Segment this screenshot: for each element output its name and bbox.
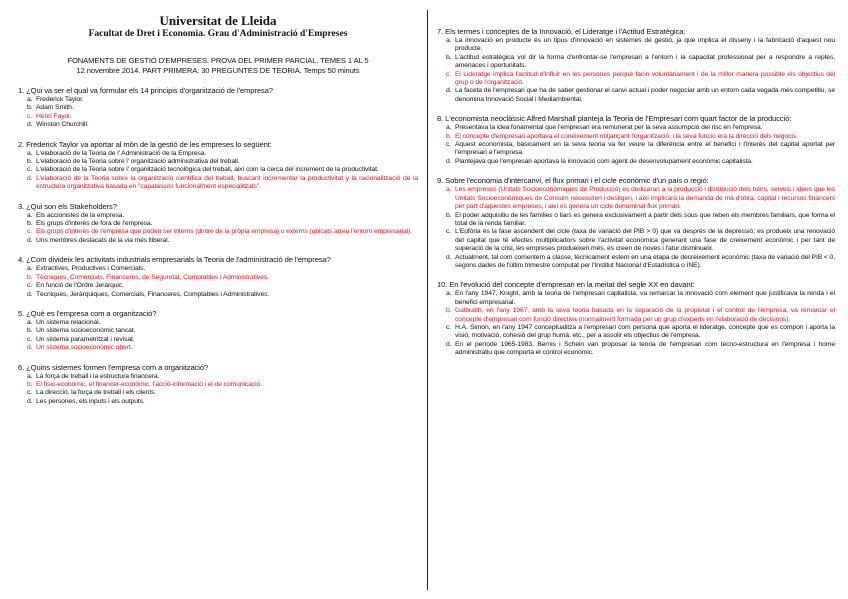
answer-option <box>27 104 418 112</box>
answer-option-correct <box>27 113 418 121</box>
question-block <box>18 140 418 192</box>
university-title: Universitat de Lleida <box>159 13 277 28</box>
question-block <box>18 86 418 130</box>
question-text: 8. L'economista neoclàssic Alfred Marshall planteja la Teoria de l'Empresari com quart factor de la producció: <box>437 114 792 124</box>
option-text: L'elaboració de la Teoria sobre l' organització tecnològica del treball, així com la cerca del increment de la productivitat. <box>36 166 379 174</box>
answer-option-correct <box>446 307 835 324</box>
answer-option-correct <box>27 175 418 192</box>
option-text: La força de treball i la estructura financera. <box>36 372 160 380</box>
option-letter: d. <box>27 236 33 244</box>
option-text: El Lideratge implica l'actitud d'influir en les persones perquè facin voluntàriament i de la millor manera possible els objectius del grup o de l'organització. <box>455 70 835 87</box>
column-divider <box>427 10 428 590</box>
option-text: Uns membres destacats de la via més lliberal. <box>36 236 170 244</box>
option-letter: d. <box>446 253 452 261</box>
option-text: El concepte d'empresari aportava el coneixement mitjançant l'organització, i la seva funció era la direcció dels negocis. <box>455 132 798 140</box>
answer-option <box>27 373 418 381</box>
questions-left <box>18 86 418 406</box>
option-letter: b. <box>446 53 452 61</box>
answer-option-correct <box>27 274 418 282</box>
answer-option <box>27 327 418 335</box>
question-block <box>437 27 835 104</box>
answer-option-correct <box>446 133 835 141</box>
answer-option <box>446 141 835 158</box>
option-letter: d. <box>446 157 452 165</box>
option-letter: a. <box>446 124 452 132</box>
answer-option <box>446 124 835 132</box>
answer-option <box>446 212 835 229</box>
answer-option <box>446 341 835 358</box>
options-list <box>18 373 418 407</box>
answer-option <box>27 389 418 397</box>
option-text: En l'any 1947, Knight, amb la teoria de l'empresari capitalista, va remarcar la innovació com element que justificava la renda i el benefici empresarial. <box>455 290 835 306</box>
question-text: 10. En l'evolució del concepte d'empresari en la meitat del segle XX en davant: <box>437 280 695 290</box>
option-text: Presentava la idea fonamental que l'empresari era remunerat per la seva assumpció del risc en l'empresa. <box>455 124 763 132</box>
option-letter: c. <box>446 323 452 331</box>
answer-option-correct <box>27 381 418 389</box>
question-block <box>18 255 418 299</box>
options-list <box>18 150 418 192</box>
option-text: Aquest economista, bàsicament en la seva teoria va fer veure la diferència entre el benefici i l'interès del capital aportat per l'empresari a l'empresa. <box>455 141 835 157</box>
option-text: Plantejava que l'empresari aportava la innovació com agent de desenvolupament econòmic capitalista. <box>455 157 753 165</box>
option-text: L'actitud estratègica vol dir la forma d'enfrontar-se l'empresari a l'entorn i la capacitat professional per a respondre a reptes, amenaces i oportunitats. <box>455 53 835 70</box>
option-letter: b. <box>446 132 452 140</box>
option-letter: d. <box>27 344 33 352</box>
exam-info-line-1: FONAMENTS DE GESTIÓ D'EMPRESES. PROVA DEL PRIMER PARCIAL. TEMES 1 AL 5 <box>67 56 369 65</box>
option-text: L'Eufòria és la fase ascendent del cicle (taxa de variació del PIB > 0) que va després de la depressió; es produeix una renovació del capital que té efectes multiplicadors sobre l'activitat econòmica generant una fase de creixement econòmic i per tant de superació de la crisi, les empreses produeixen més, es creen de noves i l'atur disminueix. <box>455 228 835 253</box>
answer-option-correct <box>446 71 835 88</box>
option-letter: c. <box>446 70 452 78</box>
answer-option <box>27 282 418 290</box>
option-text: Un sistema parametritzat i revisat. <box>36 335 135 343</box>
answer-option <box>446 254 835 271</box>
option-text: Extractives, Productives i Comercials. <box>36 265 146 273</box>
question-block <box>18 202 418 246</box>
options-list <box>18 212 418 246</box>
answer-option <box>446 37 835 54</box>
option-letter: c. <box>27 335 33 343</box>
option-letter: c. <box>27 166 33 174</box>
option-letter: d. <box>446 340 452 348</box>
option-letter: d. <box>27 174 33 182</box>
option-text: Tècniques, Comercials, Financeres, de Seguretat, Comptables i Administratives. <box>36 273 269 281</box>
answer-option <box>446 290 835 307</box>
question-block <box>18 363 418 407</box>
option-text: H.A. Simon, en l'any 1947 conceptualitza a l'empresari com persona que aporta el lideratge, concepte que es compon i aporta la visió, motivació, cohesió del grup humà, etc., per a assolir els objectius de l'empresa. <box>455 323 835 340</box>
answer-option <box>27 212 418 220</box>
option-text: Els accionistes de la empresa. <box>36 211 125 219</box>
option-letter: b. <box>27 273 33 281</box>
answer-option <box>27 336 418 344</box>
option-text: Els grups d'interès de fora de l'empresa. <box>36 220 153 228</box>
options-list <box>437 290 835 357</box>
option-letter: b. <box>446 307 452 315</box>
option-text: Un sistema socioeconòmic tancat. <box>36 327 136 335</box>
answer-option <box>27 291 418 299</box>
option-letter: b. <box>27 104 33 112</box>
answer-option-correct <box>27 344 418 352</box>
question-text: 7. Els termes i conceptes de la Innovació, el Lideratge i l'Actitud Estratègica: <box>437 27 686 36</box>
option-letter: c. <box>446 141 452 149</box>
option-letter: b. <box>446 211 452 219</box>
option-letter: a. <box>446 37 452 44</box>
questions-right <box>437 27 835 358</box>
answer-option <box>27 158 418 166</box>
option-text: L'elaboració de la Teoria sobre la organització científica del treball, buscant incrementar la productivitat y la racionalització de la estructura organitzativa basada en "capatassos funcionalment especialitzats". <box>36 174 418 191</box>
option-letter: d. <box>27 290 33 298</box>
answer-option <box>446 228 835 253</box>
option-letter: c. <box>27 228 33 236</box>
option-text: La faceta de l'empresari que ha de saber gestionar el canvi actual i poder negociar amb un entorn cada vegada més competitiu, se denomina Innovació Social i Mediambiental. <box>455 87 835 103</box>
option-text: El físic-econòmic, el financer-econòmic, l'acció-informació i el de comunicació. <box>36 380 262 388</box>
answer-option <box>27 265 418 273</box>
question-text: 4. ¿Com divideix les activitats industrials empresarials la Teoria de l'administració de l'empresa? <box>18 255 331 265</box>
exam-info-line-2: 12 novembre 2014. PART PRIMERA: 30 PREGUNTES DE TEORIA. Temps 50 minuts <box>76 66 360 75</box>
option-letter: a. <box>27 318 33 326</box>
right-column <box>437 0 835 358</box>
option-letter: d. <box>27 121 33 129</box>
option-letter: c. <box>27 112 33 120</box>
option-text: Galbraith, en l'any 1967, amb la seva teoria basada en la separació de la propietat i el control de l'empresa, va remarcar el concepte d'empresari com funció directiva (normalment formada per un grup d'experts en l'elaboració de decisions). <box>455 307 835 323</box>
option-text: La innovació en producte és un tipus d'innovació en sistemes de gestió, ja que implica el disseny i la fabricació d'aquest nou producte. <box>455 37 835 53</box>
question-block <box>437 280 835 357</box>
options-list <box>18 319 418 353</box>
option-letter: b. <box>27 380 33 388</box>
answer-option <box>446 324 835 341</box>
option-text: Un sistema relacional. <box>36 318 101 326</box>
option-letter: a. <box>27 265 33 273</box>
option-text: L'elaboració de la Teoria sobre l' organització administrativa del treball. <box>36 158 240 166</box>
options-list <box>437 186 835 270</box>
option-text: Henri Fayol. <box>36 112 72 120</box>
option-text: El poder adquisitiu de les famílies o llars es genera exclusivament a partir dels sous que reben els membres familiars, que forma el total de la renda familiar. <box>455 211 835 227</box>
option-text: Winston Churchill. <box>36 121 89 129</box>
answer-option <box>27 166 418 174</box>
option-letter: a. <box>27 211 33 219</box>
question-text: 2. Frederick Taylor va aportar al món de la gestió de les empreses lo següent: <box>18 139 272 149</box>
option-letter: c. <box>446 228 452 236</box>
option-letter: b. <box>27 158 33 166</box>
answer-option <box>27 150 418 158</box>
option-letter: d. <box>446 87 452 95</box>
answer-option <box>446 158 835 166</box>
options-list <box>18 265 418 299</box>
option-text: La direcció, la força de treball i els clients. <box>36 389 157 397</box>
option-text: Actualment, tal com comentem a classe, tècnicament estem en una etapa de decreixement econòmic (taxa de variació del PIB < 0, segons dades de l'últim trimestre computat per l'Institut Nacional d'Estadística o INE). <box>455 253 835 269</box>
option-text: Adam Smith. <box>36 104 74 112</box>
option-letter: a. <box>27 372 33 380</box>
option-letter: b. <box>27 327 33 335</box>
question-block <box>437 114 835 166</box>
answer-option <box>27 121 418 129</box>
option-letter: c. <box>27 389 33 397</box>
option-letter: b. <box>27 220 33 228</box>
option-letter: a. <box>446 290 452 298</box>
question-text: 5. ¿Què es l'empresa com a organització? <box>18 308 157 318</box>
question-block <box>18 309 418 353</box>
question-text: 1. ¿Qui va ser el qual va formular els 14 principis d'organització de l'empresa? <box>18 86 273 95</box>
option-text: Els grups d'interès de l'empresa que poden ser interns (dintre de la pròpia empresa) o externs (ubicats arreu l'entorn empresarial). <box>36 228 413 236</box>
options-list <box>18 96 418 130</box>
option-text: En funció de l'Ordre Jeràrquic. <box>36 282 124 290</box>
faculty-subtitle: Facultat de Dret i Economia. Grau d'Administració d'Empreses <box>88 29 348 39</box>
option-text: En el període 1965-1983, Bernis i Schein van proposar la teoria de l'empresari com tecno-estructura en l'empresa i home administratiu que comporta el control econòmic. <box>455 340 835 357</box>
answer-option <box>27 96 418 104</box>
option-text: Un sistema socioeconòmic obert. <box>36 344 133 352</box>
answer-option <box>27 237 418 245</box>
option-text: L'elaboració de la Teoria de l' Administració de la Empresa. <box>36 149 207 157</box>
answer-option <box>27 398 418 406</box>
option-text: Les persones, els inputs i els outputs. <box>36 397 145 405</box>
question-text: 6. ¿Quins sistemes formen l'empresa com a organització? <box>18 362 209 372</box>
option-letter: d. <box>27 397 33 405</box>
left-column <box>18 0 418 406</box>
question-block <box>437 176 835 270</box>
answer-option-correct <box>27 228 418 236</box>
option-letter: c. <box>27 282 33 290</box>
options-list <box>437 124 835 166</box>
option-text: Tècniques, Jeràrquiques, Comercials, Financeres, Comptables i Administratives. <box>36 290 270 298</box>
exam-info <box>18 56 418 76</box>
answer-option <box>27 319 418 327</box>
option-letter: a. <box>27 96 33 103</box>
options-list <box>437 37 835 104</box>
option-letter: a. <box>446 186 452 194</box>
question-text: 9. Sobre l'economia d'intercanvi, el flux primari i el cicle econòmic d'un país o regió: <box>437 176 709 186</box>
option-text: Frederick Taylor. <box>36 96 84 103</box>
question-text: 3. ¿Qui son els Stakeholders? <box>18 201 117 211</box>
answer-option <box>446 54 835 71</box>
option-letter: a. <box>27 149 33 157</box>
option-text: Les empreses (Unitats Socioeconòmiques de Producció) es dedicaran a la producció i distribució dels béns, serveis i idees que les Unitats Socioeconòmiques de Consum necessiten i desitgen, i així implicarà la demanda de mà d'obra, capital i recursos financers per part d'aquestes empreses, i així es genera un cicle denominat flux primari. <box>455 186 835 211</box>
answer-option-correct <box>446 186 835 211</box>
answer-option <box>446 87 835 104</box>
answer-option <box>27 220 418 228</box>
